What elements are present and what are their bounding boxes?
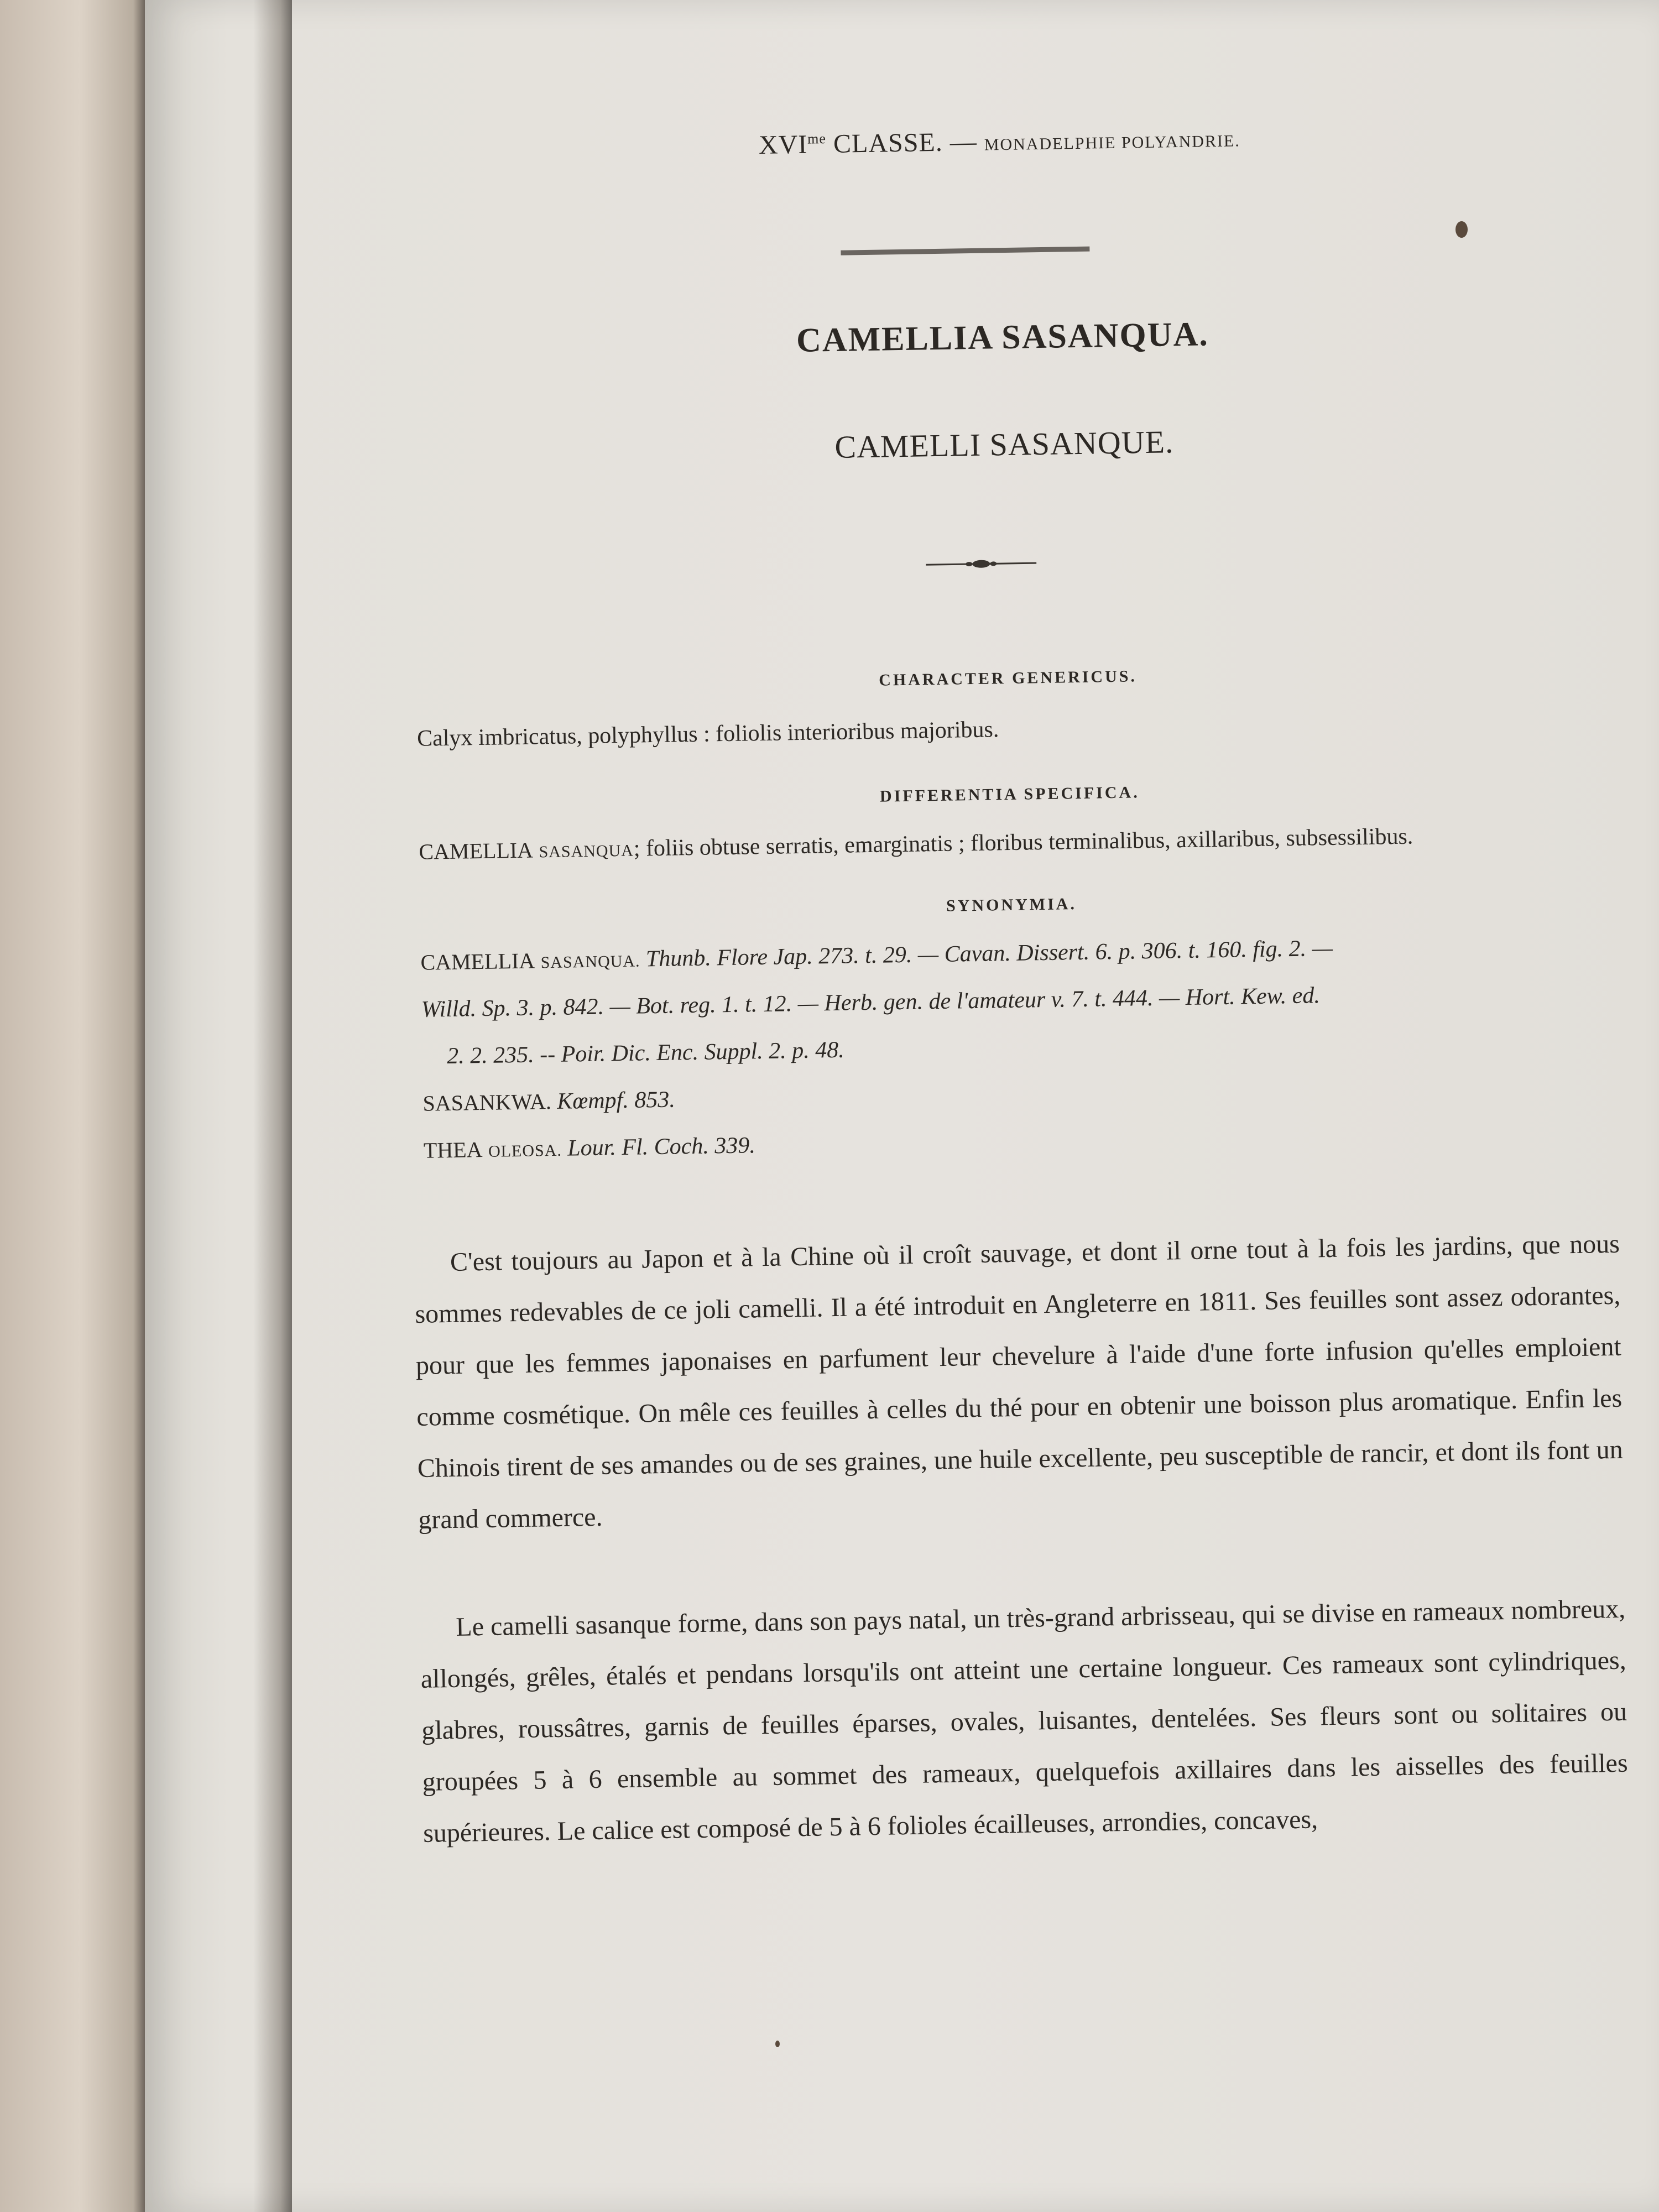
previous-page-edge [0, 0, 145, 2212]
syn2-name: SASANKWA. [422, 1089, 552, 1116]
paper-speck [1455, 221, 1468, 238]
syn1-species: SASANQUA. [540, 952, 640, 972]
binding-shadow [253, 0, 292, 2212]
family-name: MONADELPHIE POLYANDRIE. [984, 132, 1241, 154]
body-paragraph-1 [414, 1218, 1624, 1546]
syn1-refs-line1: Thunb. Flore Jap. 273. t. 29. — Cavan. Dissert. 6. p. 306. t. 160. fig. 2. — [645, 935, 1333, 972]
paper-speck [775, 2041, 780, 2047]
paragraph-2-text: Le camelli sasanque forme, dans son pays natal, un très-grand arbrisseau, qui se divise en rameaux nombreux, allongés, grêles, étalés et pendans lorsqu'ils ont atteint une certaine longueur. Ces rameaux sont cylindriques, glabres, roussâtres, garnis de feuilles éparses, ovales, luisantes, dentelées. Ses fleurs sont ou solitaires ou groupées 5 à 6 ensemble au sommet des rameaux, quelquefois axillaires dans les aisselles des feuilles supérieures. Le calice est composé de 5 à 6 folioles écailleuses, arrondies, concaves, [420, 1594, 1628, 1848]
class-roman: XVI [758, 129, 808, 160]
running-head [397, 117, 1603, 166]
diff-species: SASANQUA [539, 841, 634, 862]
body-paragraph-2 [420, 1583, 1629, 1859]
diff-genus: CAMELLIA [419, 837, 534, 864]
diff-description: ; foliis obtuse serratis, emarginatis ; floribus terminalibus, axillaribus, subsessilibus. [633, 823, 1413, 862]
syn1-refs-line2: Willd. Sp. 3. p. 842. — Bot. reg. 1. t. 12. — Herb. gen. de l'amateur v. 7. t. 444. — Hort. Kew. ed. [421, 983, 1321, 1022]
class-word: CLASSE. [833, 127, 943, 159]
paragraph-1-text: C'est toujours au Japon et à la Chine où il croît sauvage, et dont il orne tout à la fois les jardins, que nous sommes redevables de ce joli camelli. Il a été introduit en Angleterre en 1811. Ses feuilles sont assez odorantes, pour que les femmes japonaises en parfument leur chevelure à l'aide d'une forte infusion qu'elles emploient comme cosmétique. On mêle ces feuilles à celles du thé pour en obtenir une boisson plus aromatique. Enfin les Chinois tirent de ses amandes ou de ses graines, une huile excellente, peu susceptible de rancir, et dont ils font un grand commerce. [415, 1229, 1624, 1535]
class-superscript: me [807, 131, 827, 147]
character-genericus-heading: CHARACTER GENERICUS. [878, 667, 1138, 690]
synonym-camellia-line3 [447, 1037, 844, 1070]
differentia-specifica-heading: DIFFERENTIA SPECIFICA. [879, 783, 1140, 806]
running-head-dash: — [950, 127, 978, 157]
syn3-ref: Lour. Fl. Coch. 339. [567, 1133, 756, 1161]
book-page [145, 0, 1659, 2212]
page-content [397, 101, 1631, 1945]
synonym-thea [423, 1132, 755, 1164]
syn1-genus: CAMELLIA [420, 948, 535, 975]
character-genericus-text: Calyx imbricatus, polyphyllus : foliolis interioribus majoribus. [416, 717, 999, 752]
synonymia-heading: SYNONYMIA. [946, 895, 1077, 915]
page-subtitle: CAMELLI SASANQUE. [834, 424, 1174, 465]
synonym-camellia-line1 [420, 935, 1333, 976]
synonym-camellia-line2 [421, 982, 1320, 1023]
syn1-refs-line3: 2. 2. 235. -- Poir. Dic. Enc. Suppl. 2. p. 48. [446, 1037, 845, 1070]
page-title: CAMELLIA SASANQUA. [796, 315, 1209, 359]
syn3-genus: THEA [423, 1137, 483, 1163]
syn3-species: OLEOSA. [488, 1141, 562, 1161]
differentia-specifica-text [419, 823, 1413, 865]
header-rule [841, 247, 1089, 255]
syn2-ref: Kœmpf. 853. [556, 1087, 676, 1114]
synonym-sasankwa [422, 1087, 675, 1117]
ornament-divider-icon [926, 556, 1036, 572]
